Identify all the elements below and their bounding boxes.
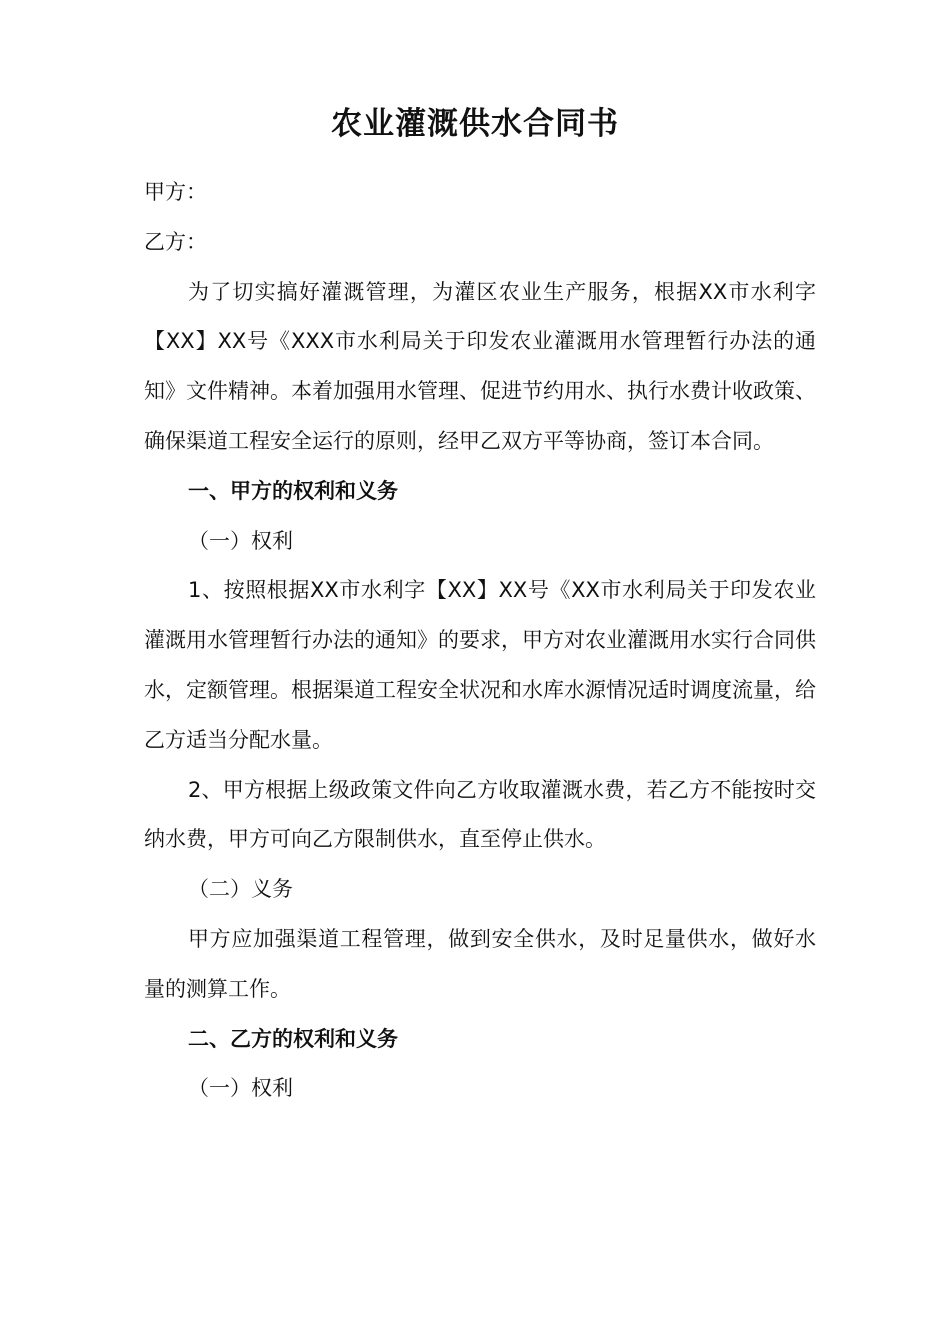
section1-rights-item1: 1、按照根据XX市水利字【XX】XX号《XX市水利局关于印发农业灌溉用水管理暂行办法的通知》的要求，甲方对农业灌溉用水实行合同供水，定额管理。根据渠道工程安全状况和水库水源情况适时调度流量，给乙方适当分配水量。 <box>144 578 816 752</box>
section1-duties-text: 甲方应加强渠道工程管理，做到安全供水，及时足量供水，做好水量的测算工作。 <box>144 926 816 1001</box>
section1-heading: 一、甲方的权利和义务 <box>188 478 398 503</box>
party-b-line: 乙方： <box>144 229 207 254</box>
section2-rights-heading: （一）权利 <box>188 1076 293 1101</box>
section2-heading: 二、乙方的权利和义务 <box>188 1026 398 1051</box>
party-a-line: 甲方： <box>144 180 207 204</box>
section1-duties-heading: （二）义务 <box>188 877 293 902</box>
intro-paragraph: 为了切实搞好灌溉管理，为灌区农业生产服务，根据XX市水利字【XX】XX号《XXX市水利局关于印发农业灌溉用水管理暂行办法的通知》文件精神。本着加强用水管理、促进节约用水、执行水费计收政策、确保渠道工程安全运行的原则，经甲乙双方平等协商，签订本合同。 <box>144 279 816 453</box>
document-title: 农业灌溉供水合同书 <box>331 106 619 142</box>
section1-rights-heading: （一）权利 <box>188 528 293 553</box>
section1-rights-item2: 2、甲方根据上级政策文件向乙方收取灌溉水费，若乙方不能按时交纳水费，甲方可向乙方限制供水，直至停止供水。 <box>144 777 816 852</box>
document-body <box>144 168 816 1114</box>
